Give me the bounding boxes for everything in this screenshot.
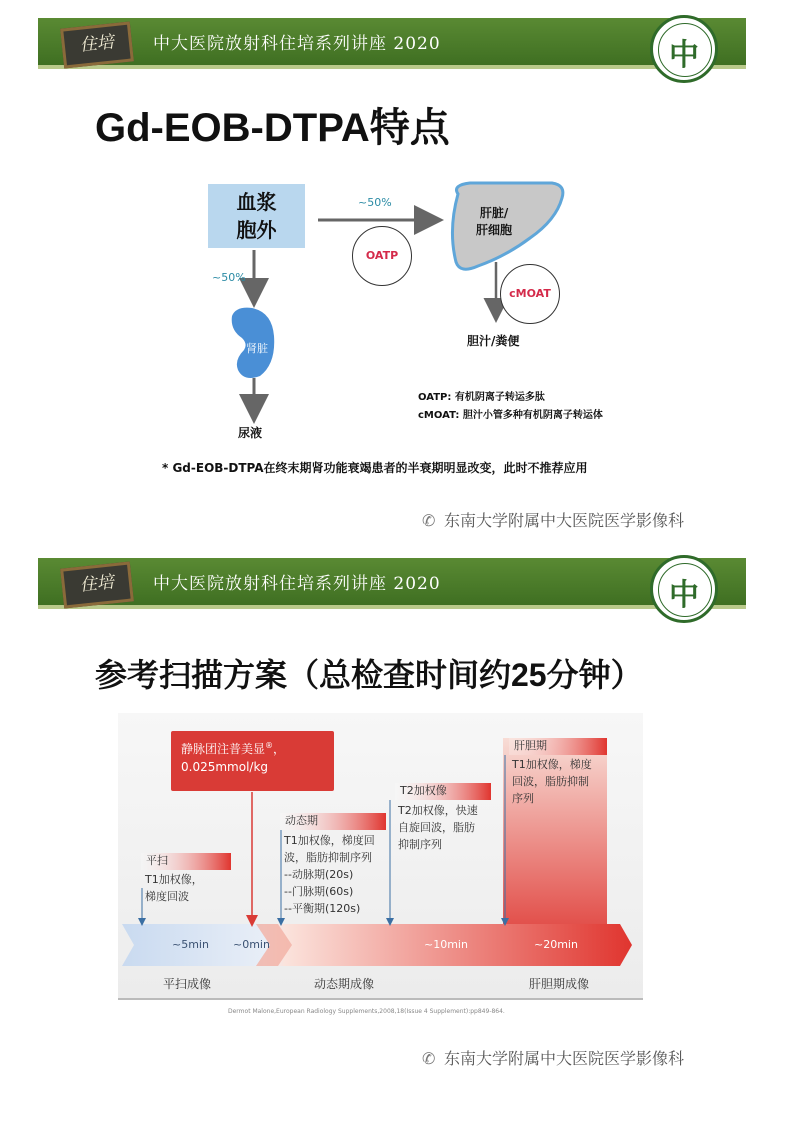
injection-comma: ，	[273, 742, 286, 756]
oatp-circle: OATP	[352, 226, 412, 286]
plasma-label-2: 胞外	[236, 218, 277, 242]
liver-label-1: 肝脏/	[479, 206, 509, 220]
dynamic-desc-line: --平衡期(120s)	[284, 902, 361, 915]
slide-title: 参考扫描方案（总检查时间约25分钟）	[95, 657, 643, 693]
citation: Dermot Malone,European Radiology Supplements,2008,18(Issue 4 Supplement):pp849-864.	[228, 1008, 505, 1015]
tick-label: ~20min	[534, 938, 578, 951]
wechat-icon: ✆	[422, 1049, 436, 1068]
dynamic-desc-line: --动脉期(20s)	[284, 868, 354, 881]
watermark-text: 东南大学附属中大医院医学影像科	[444, 511, 685, 530]
watermark	[422, 508, 684, 531]
phase-name: 动态期成像	[314, 977, 375, 991]
dynamic-desc	[284, 832, 375, 917]
t2-desc-line: T2加权像，快速	[398, 804, 478, 817]
injection-dose: 0.025mmol/kg	[181, 760, 269, 774]
slide-gd-eob-dtpa	[0, 0, 786, 540]
hb-desc-line: 序列	[512, 792, 534, 805]
slide-scan-protocol	[0, 540, 786, 1080]
liver-label-2: 肝细胞	[476, 223, 513, 237]
t2-desc-line: 抑制序列	[398, 838, 442, 851]
dynamic-tag: 动态期	[285, 814, 318, 827]
percent-kidney: ~50%	[212, 271, 246, 284]
dynamic-desc-line: 波，脂肪抑制序列	[284, 851, 372, 864]
badge-chalkboard: 住培	[60, 561, 134, 608]
footnote: * Gd-EOB-DTPA在终末期肾功能衰竭患者的半衰期明显改变，此时不推荐应用	[162, 461, 588, 475]
hb-desc-line: 回波，脂肪抑制	[512, 775, 589, 788]
injection-box	[171, 731, 334, 791]
timeline-graphic	[0, 540, 786, 1080]
slide-title: Gd-EOB-DTPA特点	[95, 106, 450, 150]
plasma-extracellular-box	[208, 184, 305, 248]
legend-oatp: OATP: 有机阴离子转运多肽	[418, 392, 545, 403]
urine-label: 尿液	[238, 426, 263, 440]
hb-desc-line: T1加权像，梯度	[512, 758, 592, 771]
t2-desc	[398, 802, 478, 853]
watermark-text: 东南大学附属中大医院医学影像科	[444, 1049, 685, 1068]
hb-tag: 肝胆期	[514, 739, 547, 752]
legend-cmoat: cMOAT: 胆汁小管多种有机阴离子转运体	[418, 410, 603, 421]
t2-tag: T2加权像	[400, 784, 447, 797]
plain-desc-line: T1加权像，	[145, 873, 203, 886]
tick-label: ~10min	[424, 938, 468, 951]
phase-name: 肝胆期成像	[529, 977, 590, 991]
dynamic-desc-line: T1加权像，梯度回	[284, 834, 375, 847]
dynamic-desc-line: --门脉期(60s)	[284, 885, 354, 898]
seal-glyph: 中	[669, 38, 699, 73]
liver-label	[476, 205, 512, 239]
seal-glyph: 中	[669, 578, 699, 613]
t2-desc-line: 自旋回波，脂肪	[398, 821, 475, 834]
kidney-label: 肾脏	[246, 342, 268, 355]
registered-mark: ®	[265, 741, 274, 750]
badge-chalkboard: 住培	[60, 21, 134, 68]
banner-title: 中大医院放射科住培系列讲座 2020	[153, 34, 441, 54]
injection-label: 静脉团注普美显	[181, 742, 266, 756]
plain-tag: 平扫	[146, 854, 168, 867]
percent-liver: ~50%	[358, 196, 392, 209]
phase-name: 平扫成像	[163, 977, 212, 991]
wechat-icon: ✆	[422, 511, 436, 530]
plain-desc	[145, 871, 203, 905]
bile-label: 胆汁/粪便	[467, 334, 520, 348]
watermark	[422, 1046, 684, 1069]
tick-label: ~5min	[172, 938, 209, 951]
cmoat-circle: cMOAT	[500, 264, 560, 324]
tick-label: ~0min	[233, 938, 270, 951]
hb-desc	[512, 756, 592, 807]
plasma-label-1: 血浆	[236, 190, 277, 214]
plain-desc-line: 梯度回波	[145, 890, 189, 903]
banner-title: 中大医院放射科住培系列讲座 2020	[153, 574, 441, 594]
